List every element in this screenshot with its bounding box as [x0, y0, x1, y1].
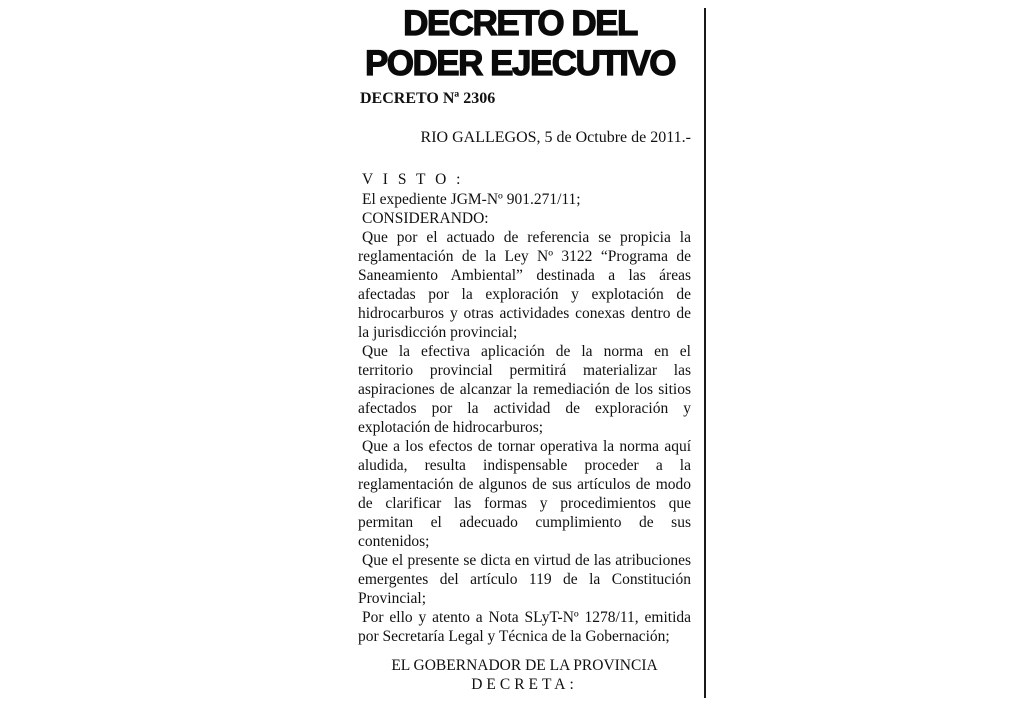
considerando-paragraph: Por ello y atento a Nota SLyT-Nº 1278/11, emitida por Secretaría Legal y Técnica de la Gobernación; — [358, 609, 691, 645]
closing-block — [358, 656, 691, 694]
considerando-paragraph: Que la efectiva aplicación de la norma en el territorio provincial permitirá materializar las aspiraciones de alcanzar la remediación de los sitios afectados por la actividad de exploración y explotación de hidrocarburos; — [358, 343, 691, 436]
date-line: RIO GALLEGOS, 5 de Octubre de 2011.- — [420, 129, 691, 146]
section-header — [340, 4, 700, 84]
governor-line: EL GOBERNADOR DE LA PROVINCIA — [391, 657, 658, 674]
considerando-paragraph: Que por el actuado de referencia se propicia la reglamentación de la Ley Nº 3122 “Programa de Saneamiento Ambiental” destinada a las áreas afectadas por la exploración y explotación de hidrocarburos y otras actividades conexas dentro de la jurisdicción provincial; — [358, 229, 691, 341]
considerando-paragraph: Que el presente se dicta en virtud de las atribuciones emergentes del artículo 119 de la Constitución Provincial; — [358, 552, 691, 607]
decree-body — [358, 170, 691, 646]
decreta-line: DECRETA: — [471, 676, 578, 693]
header-line-1: DECRETO DEL — [403, 4, 637, 43]
considerando-label: CONSIDERANDO: — [362, 210, 489, 227]
expediente-line: El expediente JGM-Nº 901.271/11; — [362, 191, 581, 208]
column-divider — [704, 8, 706, 698]
decree-number: DECRETO Nª 2306 — [360, 90, 496, 107]
header-line-2: PODER EJECUTIVO — [364, 44, 676, 83]
considerando-paragraph: Que a los efectos de tornar operativa la norma aquí aludida, resulta indispensable proceder a la reglamentación de algunos de sus artículos de modo de clarificar las formas y procedimientos que permitan el adecuado cumplimiento de sus contenidos; — [358, 438, 691, 550]
visto-label: V I S T O : — [362, 171, 464, 188]
